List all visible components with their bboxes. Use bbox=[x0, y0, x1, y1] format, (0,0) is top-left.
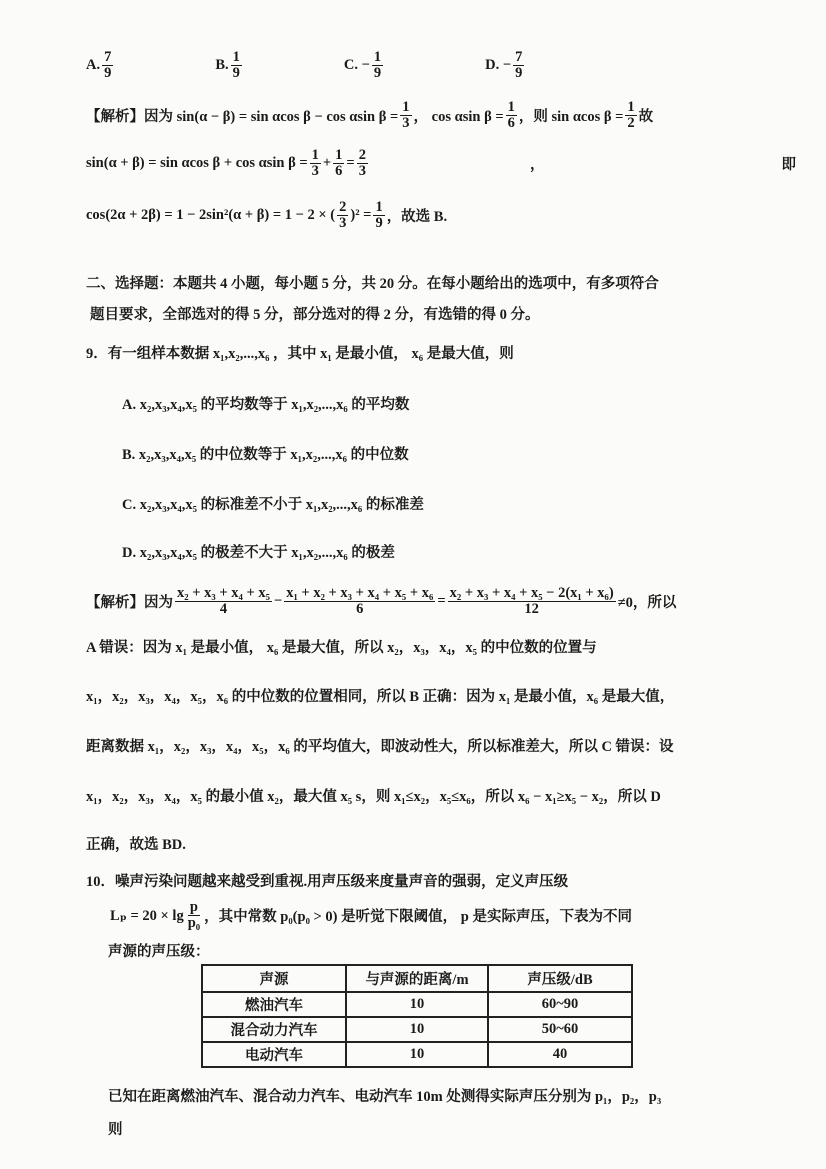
numerator: 7 bbox=[515, 49, 523, 65]
text-segment: 二、选择题：本题共 4 小题，每小题 5 分，共 20 分。在每小题给出的选项中，有多项符合 bbox=[86, 276, 659, 292]
numerator: x₁ + x₂ + x₃ + x₄ + x₅ + x₆ bbox=[286, 585, 434, 601]
text-line bbox=[122, 541, 796, 562]
denominator: 4 bbox=[219, 601, 228, 618]
numerator: x₂ + x₃ + x₄ + x₅ − 2(x₁ + x₆) bbox=[449, 585, 614, 601]
fraction bbox=[337, 200, 348, 231]
text-segment: x₁，x₂，x₃，x₄，x₅ 的最小值 x₂，最大值 x₅ s，则 x₁≤x₂，x₅≤x₆，所以 x₆ − x₁≥x₅ − x₂，所以 D bbox=[86, 789, 661, 805]
text-line bbox=[108, 1085, 796, 1106]
text-segment: 题目要求，全部选对的得 5 分，部分选对的得 2 分，有选错的得 0 分。 bbox=[90, 307, 540, 323]
numerator: 1 bbox=[507, 99, 515, 115]
numerator: 1 bbox=[375, 199, 383, 215]
text-segment: A 错误：因为 x₁ 是最小值， x₆ 是最大值，所以 x₂，x₃，x₄，x₅ 的中位数的位置与 bbox=[86, 640, 597, 656]
fraction bbox=[506, 100, 517, 131]
numerator: 7 bbox=[104, 49, 112, 65]
text-segment: 声源的声压级： bbox=[108, 944, 210, 960]
fraction bbox=[357, 148, 368, 179]
text-segment: 【解析】因为 bbox=[86, 595, 173, 612]
sound-level-table bbox=[201, 964, 633, 1068]
fraction bbox=[175, 586, 272, 617]
cell-source: 混合动力汽车 bbox=[202, 1017, 346, 1042]
cell-source: 电动汽车 bbox=[202, 1042, 346, 1067]
cell-level: 40 bbox=[488, 1042, 632, 1067]
text-segment: 则 bbox=[108, 1122, 123, 1138]
numerator: p bbox=[189, 899, 198, 915]
fraction bbox=[102, 50, 113, 81]
text-line bbox=[86, 50, 796, 81]
fraction bbox=[284, 586, 435, 617]
fraction bbox=[333, 148, 344, 179]
denominator: 9 bbox=[515, 65, 523, 82]
text-segment: 故 bbox=[638, 109, 654, 126]
text-segment: x₁，x₂，x₃，x₄，x₅，x₆ 的中位数的位置相同，所以 B 正确：因为 x₁ 是最小值，x₆ 是最大值， bbox=[86, 689, 675, 705]
numerator: 1 bbox=[402, 99, 410, 115]
text-segment: − bbox=[273, 593, 283, 610]
denominator: 6 bbox=[335, 163, 343, 180]
text-segment: D. − bbox=[485, 57, 512, 74]
text-segment: 9．有一组样本数据 x₁,x₂,...,x₆ ，其中 x₁ 是最小值， x₆ 是最大值，则 bbox=[86, 346, 514, 362]
text-line bbox=[86, 636, 796, 657]
denominator: 6 bbox=[507, 115, 515, 132]
text-segment: ，则 sin αcos β = bbox=[518, 109, 624, 126]
text-line bbox=[122, 493, 796, 514]
text-line bbox=[86, 833, 796, 854]
text-segment: 正确，故选 BD. bbox=[86, 837, 186, 853]
cell-level: 60~90 bbox=[488, 992, 632, 1017]
text-line bbox=[86, 735, 796, 756]
header-source: 声源 bbox=[202, 965, 346, 992]
text-line bbox=[86, 148, 796, 179]
cell-distance: 10 bbox=[346, 992, 488, 1017]
text-line bbox=[86, 342, 796, 363]
numerator: 2 bbox=[339, 199, 347, 215]
text-segment: 距离数据 x₁，x₂，x₃，x₄，x₅，x₆ 的平均值大，即波动性大，所以标准差大，所以 C 错误：设 bbox=[86, 739, 674, 755]
text-segment: )² = bbox=[350, 207, 372, 224]
text-segment: Lₚ = 20 × lg bbox=[110, 907, 184, 924]
cell-distance: 10 bbox=[346, 1017, 488, 1042]
numerator: x₂ + x₃ + x₄ + x₅ bbox=[177, 585, 270, 601]
fraction bbox=[513, 50, 524, 81]
denominator: 3 bbox=[339, 215, 347, 232]
text-segment: cos(2α + 2β) = 1 − 2sin²(α + β) = 1 − 2 × ( bbox=[86, 207, 336, 224]
denominator: 6 bbox=[356, 601, 364, 618]
fraction bbox=[373, 200, 384, 231]
cell-distance: 10 bbox=[346, 1042, 488, 1067]
denominator: 3 bbox=[358, 163, 366, 180]
text-line bbox=[122, 393, 796, 414]
fraction bbox=[625, 100, 636, 131]
fraction bbox=[448, 586, 616, 617]
text-segment: A. x₂,x₃,x₄,x₅ 的平均数等于 x₁,x₂,...,x₆ 的平均数 bbox=[122, 397, 410, 413]
text-segment: C. x₂,x₃,x₄,x₅ 的标准差不小于 x₁,x₂,...,x₆ 的标准差 bbox=[122, 497, 424, 513]
fraction bbox=[231, 50, 242, 81]
text-segment: ，其中常数 p₀(p₀ > 0) 是听觉下限阈值， p 是实际声压，下表为不同 bbox=[204, 909, 632, 926]
numerator: 1 bbox=[627, 99, 635, 115]
cell-source: 燃油汽车 bbox=[202, 992, 346, 1017]
table-row bbox=[202, 1042, 632, 1067]
text-segment: ， cos αsin β = bbox=[413, 109, 504, 126]
text-segment: 10．噪声污染问题越来越受到重视.用声压级来度量声音的强弱，定义声压级 bbox=[86, 874, 569, 890]
numerator: 1 bbox=[335, 147, 343, 163]
text-segment: + bbox=[322, 155, 332, 172]
header-distance: 与声源的距离/m bbox=[346, 965, 488, 992]
numerator: 1 bbox=[232, 49, 240, 65]
header-level: 声压级/dB bbox=[488, 965, 632, 992]
text-line bbox=[86, 870, 796, 891]
denominator: 9 bbox=[375, 215, 383, 232]
numerator: 1 bbox=[311, 147, 319, 163]
denominator: p₀ bbox=[187, 915, 201, 932]
text-line bbox=[86, 100, 796, 131]
denominator: 9 bbox=[373, 65, 382, 82]
fraction bbox=[186, 900, 202, 931]
numerator: 2 bbox=[358, 147, 366, 163]
text-line bbox=[86, 785, 796, 806]
fraction bbox=[372, 50, 383, 81]
text-line bbox=[86, 685, 796, 706]
text-line bbox=[122, 443, 796, 464]
text-segment: B. x₂,x₃,x₄,x₅ 的中位数等于 x₁,x₂,...,x₆ 的中位数 bbox=[122, 447, 409, 463]
text-segment: B. bbox=[215, 57, 229, 74]
text-line bbox=[108, 1118, 796, 1139]
cell-level: 50~60 bbox=[488, 1017, 632, 1042]
fraction bbox=[310, 148, 321, 179]
text-line bbox=[110, 900, 796, 931]
text-segment: C. − bbox=[343, 57, 370, 74]
text-line bbox=[86, 586, 796, 617]
text-segment: 已知在距离燃油汽车、混合动力汽车、电动汽车 10m 处测得实际声压分别为 p₁，p₂，p₃ bbox=[108, 1089, 662, 1105]
denominator: 12 bbox=[524, 601, 539, 618]
text-segment: ，故选 B. bbox=[386, 209, 448, 226]
text-segment: sin(α + β) = sin αcos β + cos αsin β = bbox=[86, 155, 308, 172]
table-row bbox=[202, 1017, 632, 1042]
text-segment: = bbox=[437, 593, 446, 610]
table-header-row bbox=[202, 965, 632, 992]
text-line bbox=[86, 272, 796, 293]
fraction bbox=[400, 100, 411, 131]
text-line bbox=[86, 200, 796, 231]
denominator: 2 bbox=[627, 115, 635, 132]
denominator: 9 bbox=[104, 65, 112, 82]
text-segment: D. x₂,x₃,x₄,x₅ 的极差不大于 x₁,x₂,...,x₆ 的极差 bbox=[122, 545, 395, 561]
table-row bbox=[202, 992, 632, 1017]
denominator: 9 bbox=[232, 65, 240, 82]
numerator: 1 bbox=[373, 49, 382, 65]
denominator: 3 bbox=[311, 163, 319, 180]
text-line bbox=[90, 303, 796, 324]
denominator: 3 bbox=[402, 115, 410, 132]
text-segment: ， 即 bbox=[529, 157, 796, 174]
text-segment: A. bbox=[86, 57, 101, 74]
text-segment: 【解析】因为 sin(α − β) = sin αcos β − cos αsin β = bbox=[86, 109, 399, 126]
text-segment: ≠0，所以 bbox=[617, 595, 677, 612]
text-line bbox=[108, 940, 796, 961]
text-segment: = bbox=[346, 155, 355, 172]
